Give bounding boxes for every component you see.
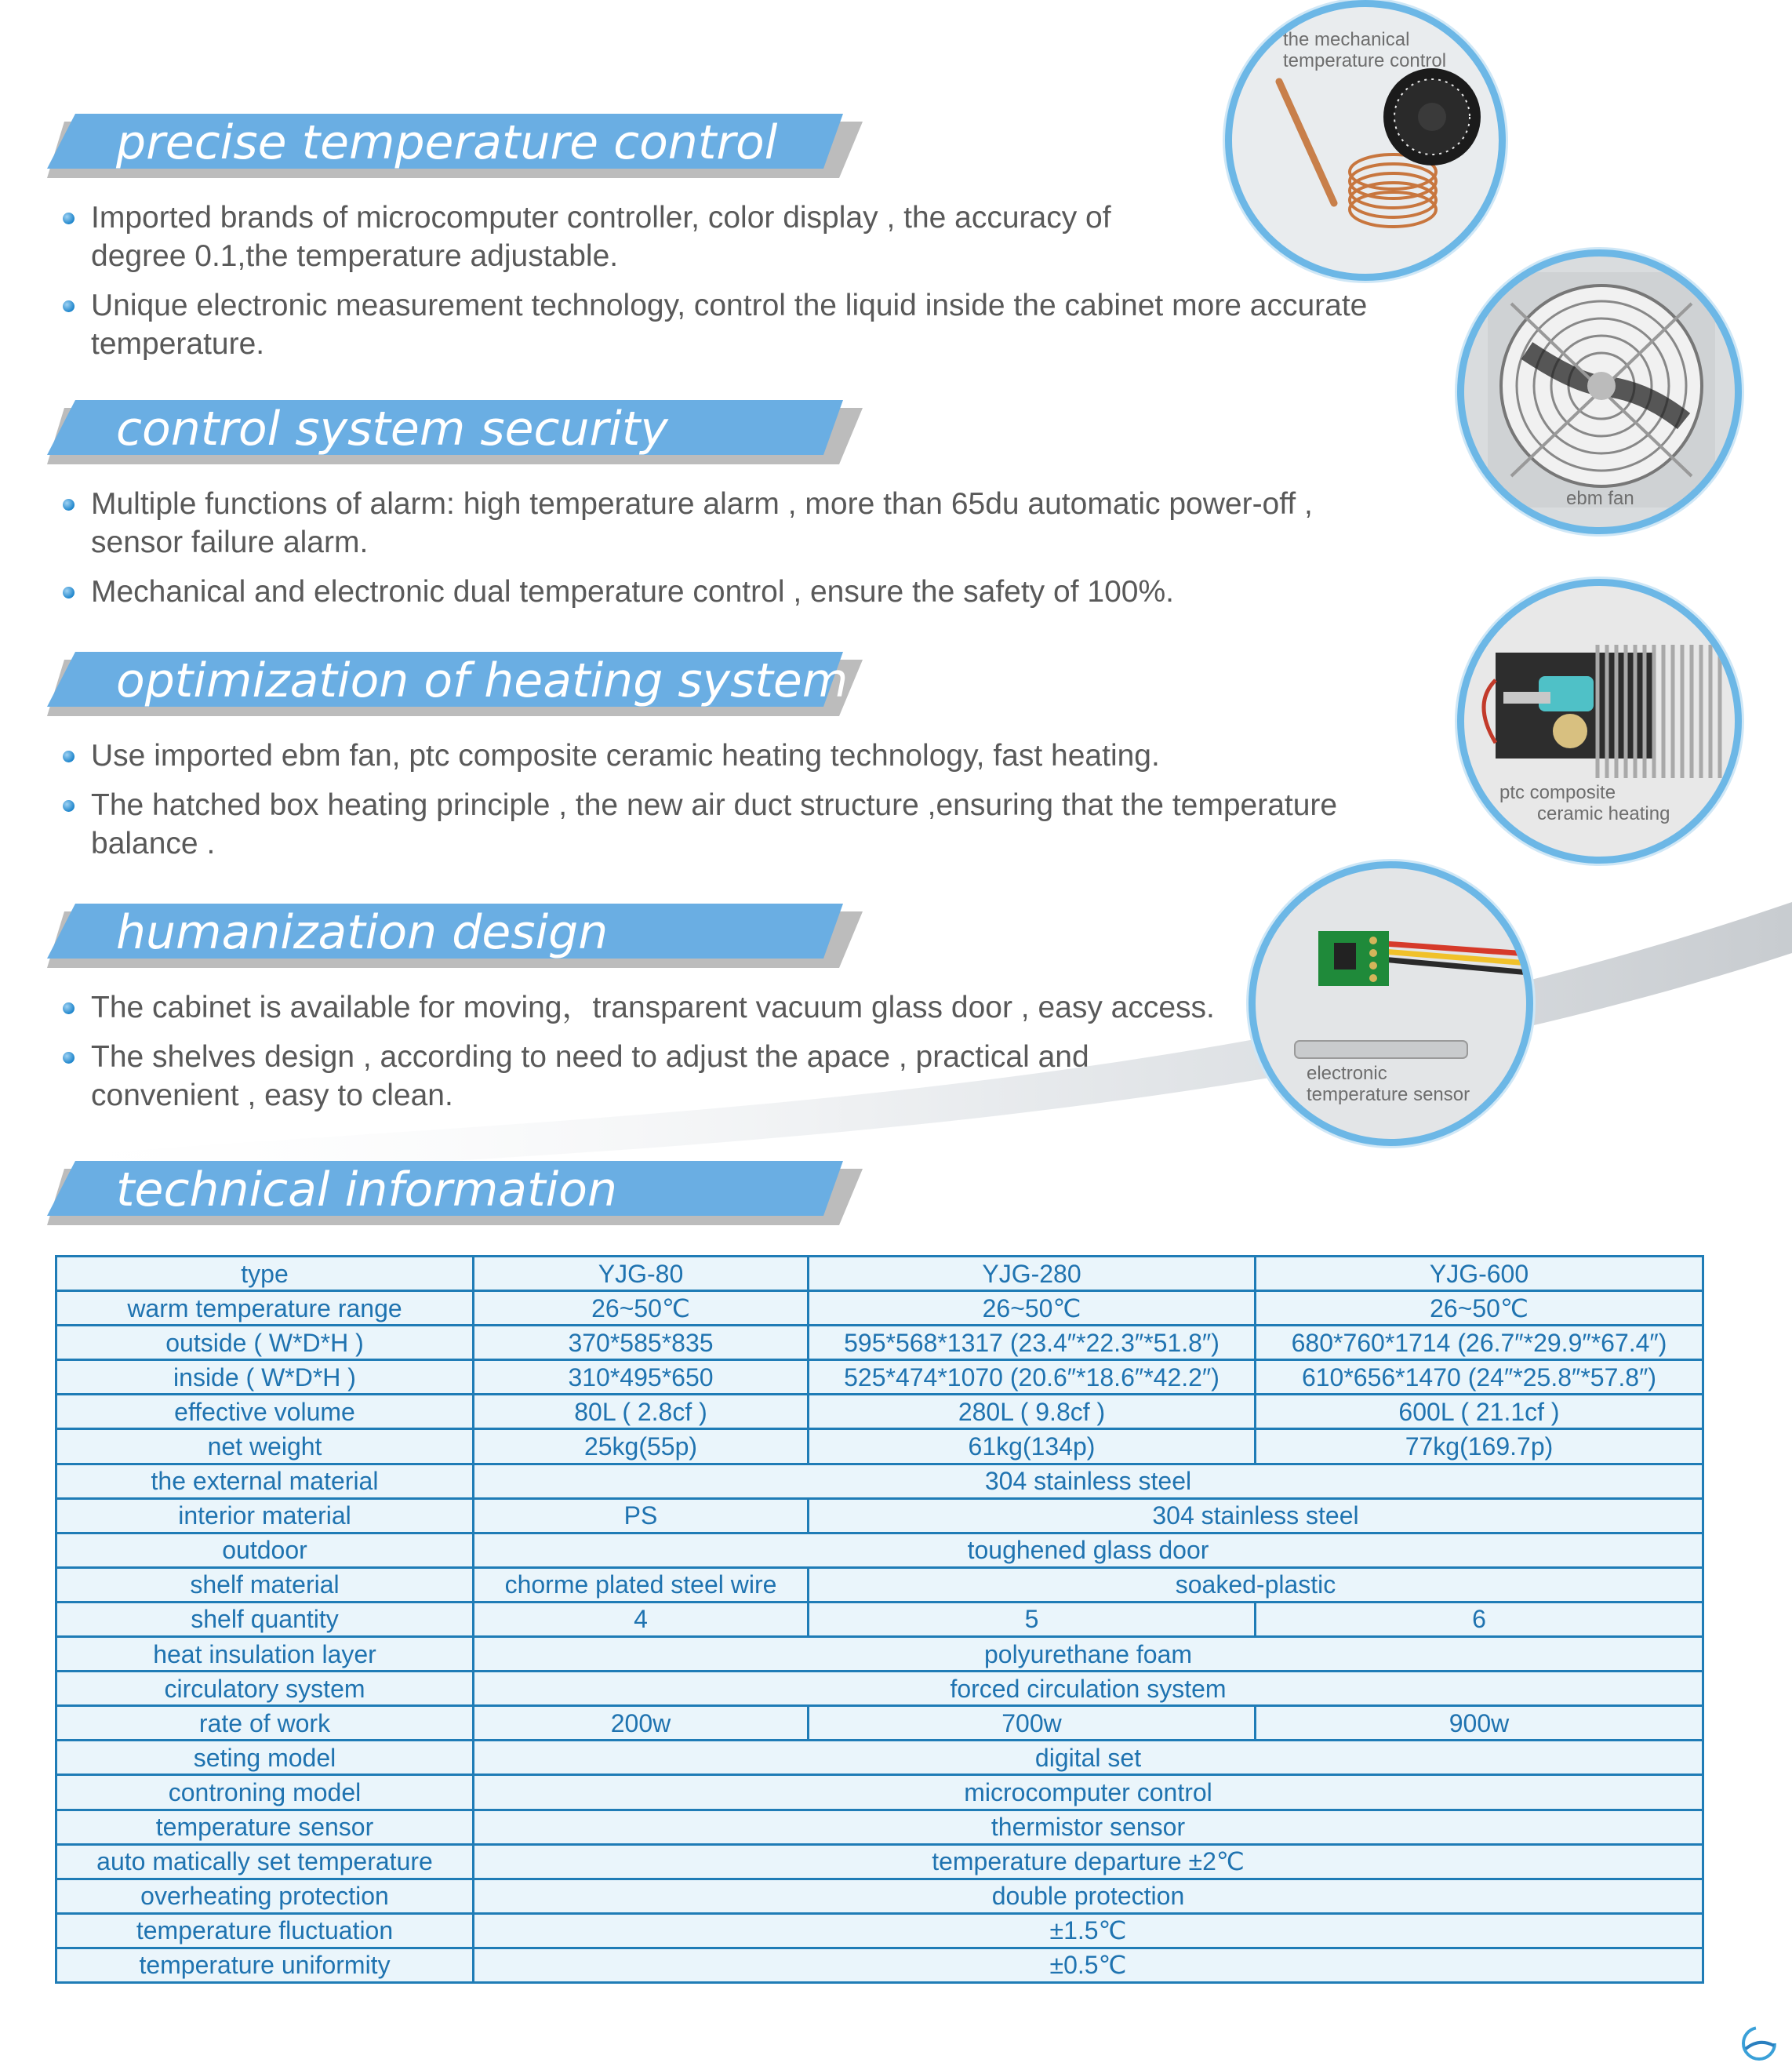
table-cell: interior material bbox=[56, 1498, 474, 1533]
bullet-list bbox=[63, 485, 1313, 622]
table-row bbox=[56, 1948, 1703, 1982]
table-cell: 525*474*1070 (20.6″*18.6″*42.2″) bbox=[809, 1360, 1256, 1395]
table-row bbox=[56, 1672, 1703, 1706]
table-cell: 26~50℃ bbox=[809, 1291, 1256, 1326]
table-cell: 26~50℃ bbox=[1256, 1291, 1703, 1326]
table-cell: 900w bbox=[1256, 1706, 1703, 1741]
section-title: optimization of heating system bbox=[116, 653, 849, 708]
table-cell: thermistor sensor bbox=[474, 1810, 1703, 1844]
table-row bbox=[56, 1395, 1703, 1429]
photo-caption: ebm fan bbox=[1566, 488, 1634, 509]
bullet-item: Use imported ebm fan, ptc composite ceramic heating technology, fast heating. bbox=[63, 737, 1337, 775]
table-cell: 304 stainless steel bbox=[474, 1464, 1703, 1498]
table-cell: 5 bbox=[809, 1602, 1256, 1636]
table-cell: seting model bbox=[56, 1741, 474, 1775]
table-cell: overheating protection bbox=[56, 1879, 474, 1913]
table-cell: 77kg(169.7p) bbox=[1256, 1429, 1703, 1464]
table-cell: effective volume bbox=[56, 1395, 474, 1429]
table-cell: 200w bbox=[474, 1706, 809, 1741]
table-cell: shelf quantity bbox=[56, 1602, 474, 1636]
table-row bbox=[56, 1498, 1703, 1533]
table-cell: warm temperature range bbox=[56, 1291, 474, 1326]
section-title: precise temperature control bbox=[116, 115, 778, 170]
table-cell: auto matically set temperature bbox=[56, 1844, 474, 1879]
bullet-item: The shelves design , according to need to adjust the apace , practical and convenient , easy to clean. bbox=[63, 1038, 1215, 1115]
bullet-icon bbox=[63, 213, 75, 224]
table-cell: soaked-plastic bbox=[809, 1567, 1703, 1602]
bullet-icon bbox=[63, 587, 75, 598]
brand-logo-icon bbox=[1739, 2024, 1779, 2063]
table-cell: 595*568*1317 (23.4″*22.3″*51.8″) bbox=[809, 1326, 1256, 1360]
table-cell: heat insulation layer bbox=[56, 1637, 474, 1672]
table-cell: polyurethane foam bbox=[474, 1637, 1703, 1672]
photo-caption: ptc composite ceramic heating bbox=[1499, 782, 1670, 824]
table-cell: 4 bbox=[474, 1602, 809, 1636]
table-cell: 280L ( 9.8cf ) bbox=[809, 1395, 1256, 1429]
table-row bbox=[56, 1533, 1703, 1567]
table-row bbox=[56, 1844, 1703, 1879]
table-cell: 600L ( 21.1cf ) bbox=[1256, 1395, 1703, 1429]
section-banner bbox=[47, 652, 863, 715]
table-row bbox=[56, 1879, 1703, 1913]
fan-image bbox=[1464, 256, 1735, 527]
table-cell: toughened glass door bbox=[474, 1533, 1703, 1567]
table-cell: 61kg(134p) bbox=[809, 1429, 1256, 1464]
photo-caption: electronic temperature sensor bbox=[1307, 1063, 1470, 1105]
spec-table bbox=[55, 1255, 1704, 1984]
table-cell: 6 bbox=[1256, 1602, 1703, 1636]
table-cell: temperature sensor bbox=[56, 1810, 474, 1844]
bullet-item: Mechanical and electronic dual temperature control , ensure the safety of 100%. bbox=[63, 573, 1313, 611]
table-cell: ±1.5℃ bbox=[474, 1913, 1703, 1948]
table-cell: YJG-80 bbox=[474, 1257, 809, 1291]
table-row bbox=[56, 1257, 1703, 1291]
photo-thermostat bbox=[1225, 0, 1506, 281]
table-cell: rate of work bbox=[56, 1706, 474, 1741]
table-row bbox=[56, 1810, 1703, 1844]
table-cell: YJG-600 bbox=[1256, 1257, 1703, 1291]
table-row bbox=[56, 1360, 1703, 1395]
table-row bbox=[56, 1637, 1703, 1672]
table-cell: 310*495*650 bbox=[474, 1360, 809, 1395]
bullet-item: Unique electronic measurement technology, control the liquid inside the cabinet more accurate temperature. bbox=[63, 286, 1367, 363]
table-cell: digital set bbox=[474, 1741, 1703, 1775]
table-row bbox=[56, 1291, 1703, 1326]
table-cell: temperature uniformity bbox=[56, 1948, 474, 1982]
table-cell: 610*656*1470 (24″*25.8″*57.8″) bbox=[1256, 1360, 1703, 1395]
table-row bbox=[56, 1326, 1703, 1360]
table-cell: circulatory system bbox=[56, 1672, 474, 1706]
table-row bbox=[56, 1741, 1703, 1775]
table-cell: 700w bbox=[809, 1706, 1256, 1741]
table-cell: inside ( W*D*H ) bbox=[56, 1360, 474, 1395]
section-banner bbox=[47, 114, 863, 176]
table-cell: microcomputer control bbox=[474, 1775, 1703, 1810]
section-banner bbox=[47, 904, 863, 966]
bullet-icon bbox=[63, 499, 75, 511]
bullet-list bbox=[63, 737, 1337, 874]
table-cell: ±0.5℃ bbox=[474, 1948, 1703, 1982]
table-cell: type bbox=[56, 1257, 474, 1291]
table-cell: YJG-280 bbox=[809, 1257, 1256, 1291]
bullet-icon bbox=[63, 300, 75, 312]
photo-sensor bbox=[1249, 861, 1533, 1146]
table-row bbox=[56, 1775, 1703, 1810]
bullet-icon bbox=[63, 1052, 75, 1064]
photo-fan bbox=[1457, 249, 1742, 534]
table-row bbox=[56, 1602, 1703, 1636]
table-row bbox=[56, 1913, 1703, 1948]
table-cell: temperature fluctuation bbox=[56, 1913, 474, 1948]
bullet-item: Imported brands of microcomputer controller, color display , the accuracy of degree 0.1,the temperature adjustable. bbox=[63, 198, 1367, 275]
table-row bbox=[56, 1706, 1703, 1741]
table-cell: temperature departure ±2℃ bbox=[474, 1844, 1703, 1879]
section-title: control system security bbox=[116, 402, 668, 457]
table-cell: 80L ( 2.8cf ) bbox=[474, 1395, 809, 1429]
bullet-icon bbox=[63, 751, 75, 762]
bullet-item: Multiple functions of alarm: high temperature alarm , more than 65du automatic power-off , sensor failure alarm. bbox=[63, 485, 1313, 562]
table-cell: double protection bbox=[474, 1879, 1703, 1913]
table-cell: outside ( W*D*H ) bbox=[56, 1326, 474, 1360]
table-cell: outdoor bbox=[56, 1533, 474, 1567]
table-row bbox=[56, 1464, 1703, 1498]
bullet-list bbox=[63, 988, 1215, 1126]
photo-heater bbox=[1457, 579, 1742, 864]
bullet-item: The cabinet is available for moving，transparent vacuum glass door , easy access. bbox=[63, 988, 1215, 1027]
table-cell: 26~50℃ bbox=[474, 1291, 809, 1326]
photo-caption: the mechanical temperature control bbox=[1283, 29, 1447, 71]
table-cell: net weight bbox=[56, 1429, 474, 1464]
table-cell: chorme plated steel wire bbox=[474, 1567, 809, 1602]
bullet-item: The hatched box heating principle , the new air duct structure ,ensuring that the temperature balance . bbox=[63, 786, 1337, 863]
bullet-list bbox=[63, 198, 1367, 374]
table-cell: forced circulation system bbox=[474, 1672, 1703, 1706]
bullet-icon bbox=[63, 800, 75, 812]
bullet-icon bbox=[63, 1002, 75, 1014]
table-cell: 25kg(55p) bbox=[474, 1429, 809, 1464]
table-cell: PS bbox=[474, 1498, 809, 1533]
table-cell: shelf material bbox=[56, 1567, 474, 1602]
table-cell: 304 stainless steel bbox=[809, 1498, 1703, 1533]
section-title: humanization design bbox=[116, 905, 609, 960]
table-cell: 370*585*835 bbox=[474, 1326, 809, 1360]
table-cell: the external material bbox=[56, 1464, 474, 1498]
section-banner bbox=[47, 400, 863, 463]
table-row bbox=[56, 1429, 1703, 1464]
table-row bbox=[56, 1567, 1703, 1602]
table-cell: controning model bbox=[56, 1775, 474, 1810]
section-banner bbox=[47, 1161, 863, 1224]
table-cell: 680*760*1714 (26.7″*29.9″*67.4″) bbox=[1256, 1326, 1703, 1360]
spec-table-body bbox=[56, 1257, 1703, 1983]
section-title: technical information bbox=[116, 1162, 617, 1217]
